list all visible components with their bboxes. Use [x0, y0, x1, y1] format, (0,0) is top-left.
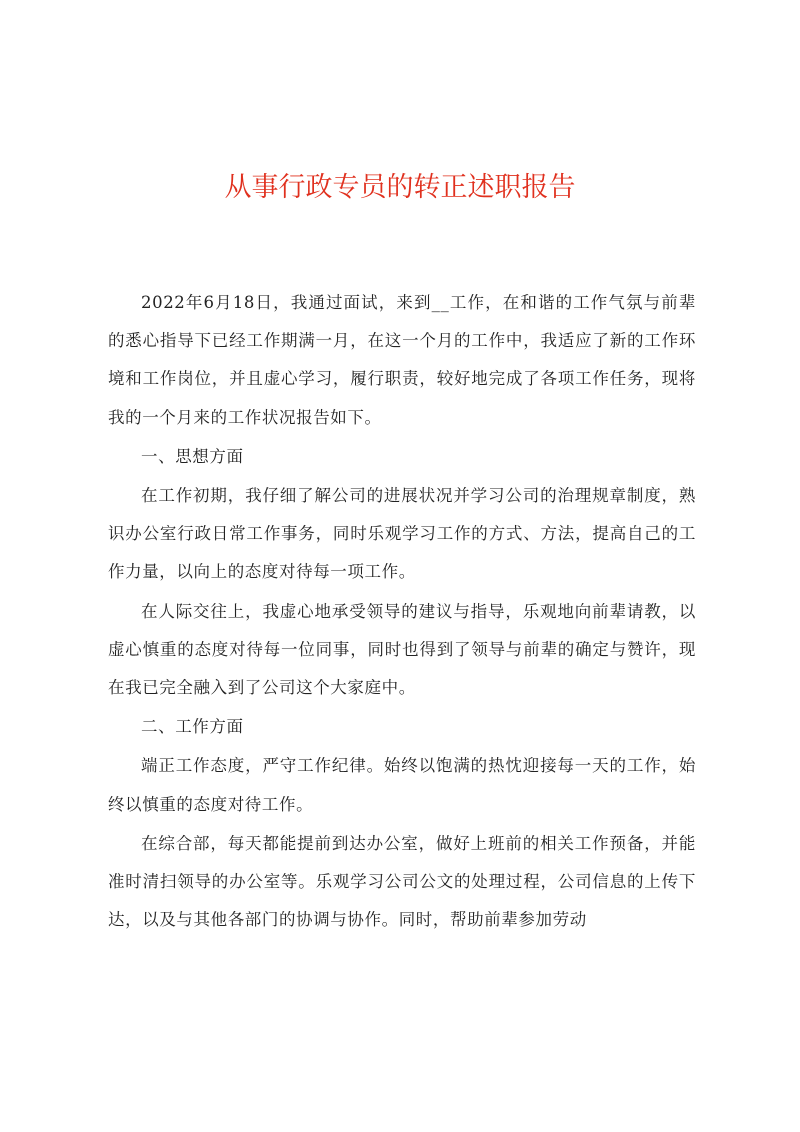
document-title: 从事行政专员的转正述职报告 — [224, 172, 576, 203]
paragraph-interpersonal: 在人际交往上，我虚心地承受领导的建议与指导，乐观地向前辈请教，以虚心慎重的态度对待每一位同事，同时也得到了领导与前辈的确定与赞许，现在我已完全融入到了公司这个大家庭中。 — [108, 601, 696, 698]
section-heading-work: 二、工作方面 — [141, 717, 244, 737]
section-heading-thought: 一、思想方面 — [141, 446, 244, 466]
paragraph-work-start: 在工作初期，我仔细了解公司的进展状况并学习公司的治理规章制度，熟识办公室行政日常工作事务，同时乐观学习工作的方式、方法，提高自己的工作力量，以向上的态度对待每一项工作。 — [108, 486, 696, 582]
document-body — [108, 284, 696, 940]
paragraph-intro: 2022年6月18日，我通过面试，来到__工作，在和谐的工作气氛与前辈的悉心指导下已经工作期满一月，在这一个月的工作中，我适应了新的工作环境和工作岗位，并且虚心学习，履行职责，较好地完成了各项工作任务，现将我的一个月来的工作状况报告如下。 — [108, 293, 696, 427]
paragraph-general-dept: 在综合部，每天都能提前到达办公室，做好上班前的相关工作预备，并能准时清扫领导的办公室等。乐观学习公司公文的处理过程，公司信息的上传下达，以及与其他各部门的协调与协作。同时，帮助前辈参加劳动 — [108, 833, 696, 930]
paragraph-attitude: 端正工作态度，严守工作纪律。始终以饱满的热忱迎接每一天的工作，始终以慎重的态度对待工作。 — [108, 756, 696, 814]
